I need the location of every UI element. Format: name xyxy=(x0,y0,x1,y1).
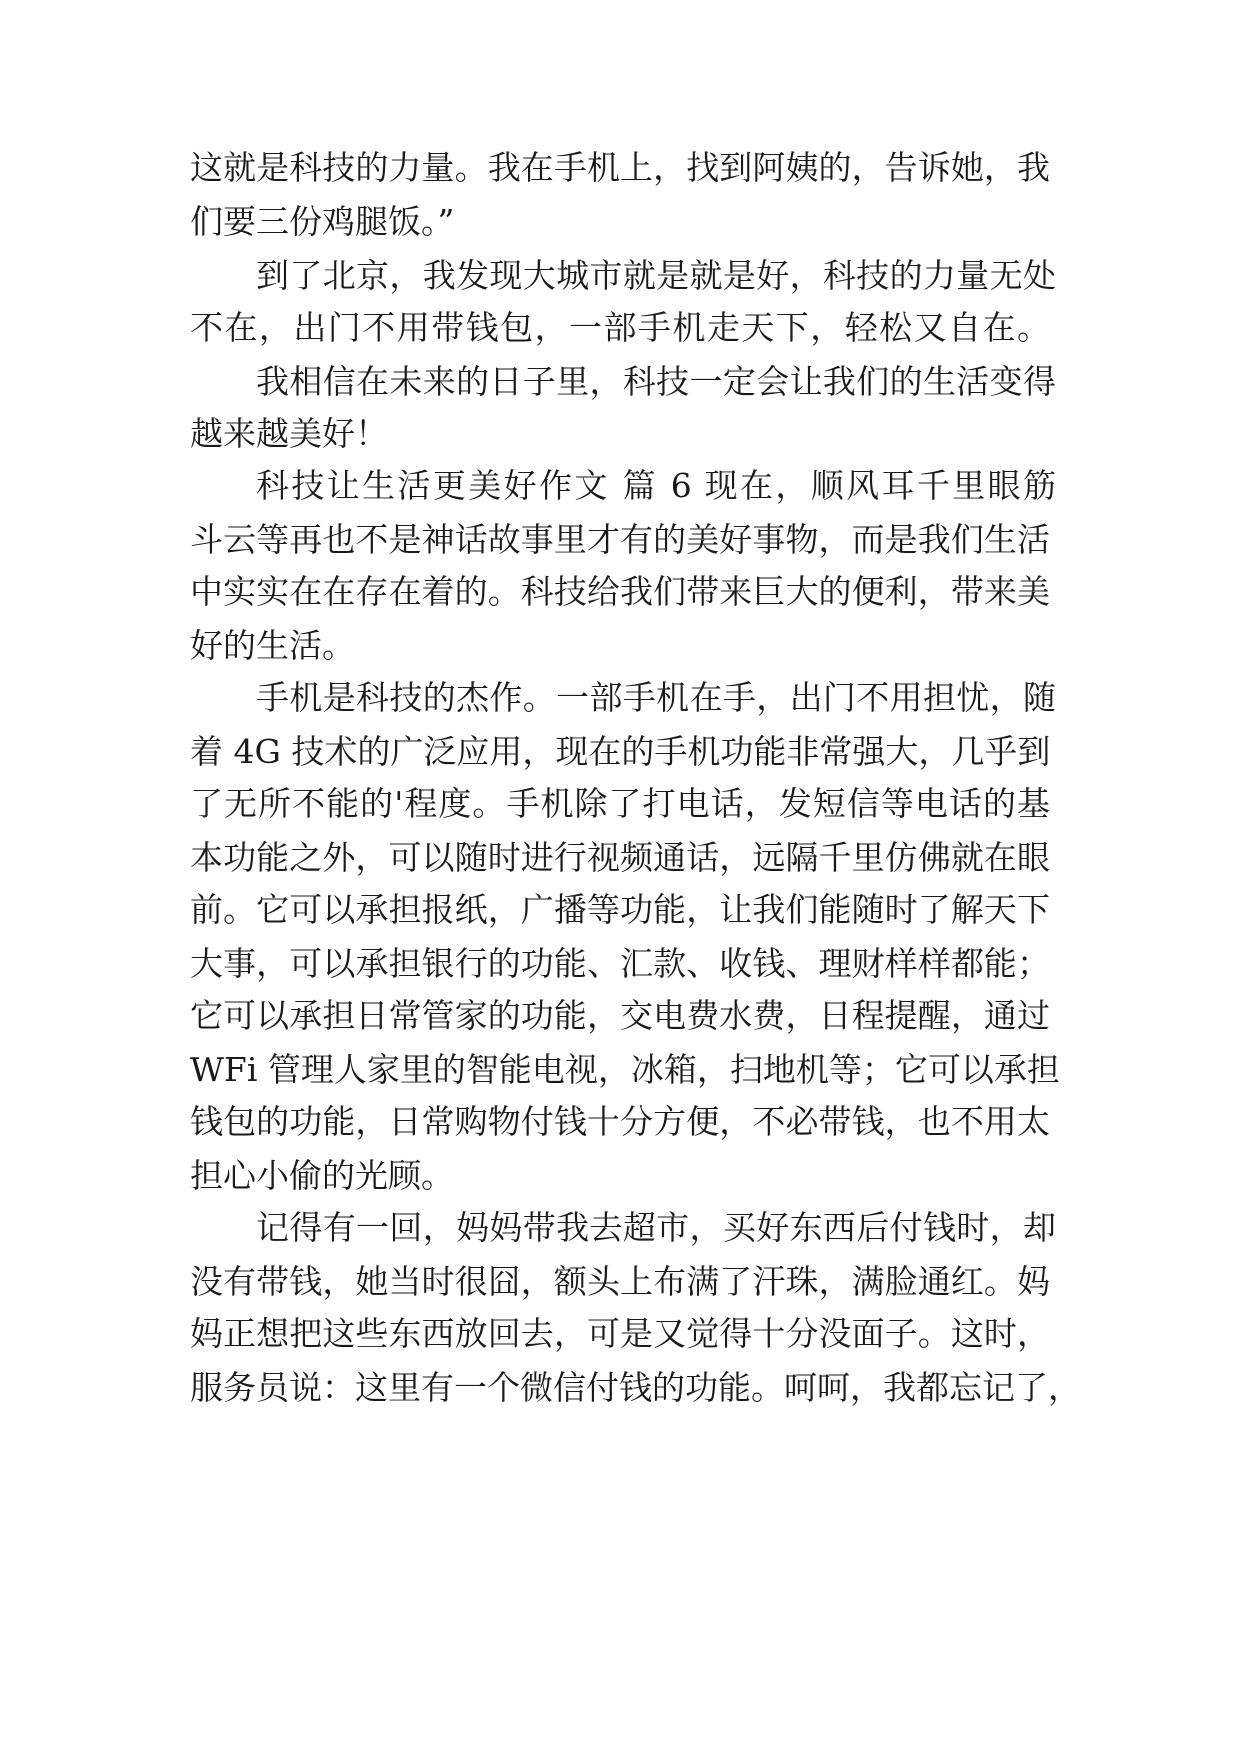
text-line: 越来越美好！ xyxy=(190,414,388,453)
text-line: 到了北京，我发现大城市就是就是好，科技的力量无处 xyxy=(256,256,1056,295)
text-line: 钱包的功能，日常购物付钱十分方便，不必带钱，也不用太 xyxy=(190,1102,1050,1141)
text-line: 记得有一回，妈妈带我去超市，买好东西后付钱时，却 xyxy=(256,1208,1056,1247)
text-line: 中实实在在存在着的。科技给我们带来巨大的便利，带来美 xyxy=(190,572,1050,611)
text-line: 大事，可以承担银行的功能、汇款、收钱、理财样样都能； xyxy=(190,944,1050,983)
text-line: 科技让生活更美好作文 篇 6 现在，顺风耳千里眼筋 xyxy=(256,466,1056,505)
text-line: 们要三份鸡腿饭。” xyxy=(190,202,455,241)
text-line: 妈正想把这些东西放回去，可是又觉得十分没面子。这时， xyxy=(190,1314,1050,1353)
text-line: 了无所不能的'程度。手机除了打电话，发短信等电话的基 xyxy=(190,784,1050,823)
text-line: 没有带钱，她当时很囧，额头上布满了汗珠，满脸通红。妈 xyxy=(190,1262,1050,1301)
text-line: 前。它可以承担报纸，广播等功能，让我们能随时了解天下 xyxy=(190,890,1050,929)
text-line: 这就是科技的力量。我在手机上，找到阿姨的，告诉她，我 xyxy=(190,148,1050,187)
text-line: 我相信在未来的日子里，科技一定会让我们的生活变得 xyxy=(256,362,1056,401)
text-line: 着 4G 技术的广泛应用，现在的手机功能非常强大，几乎到 xyxy=(190,732,1051,771)
text-line: 不在，出门不用带钱包，一部手机走天下，轻松又自在。 xyxy=(190,308,1050,347)
text-line: 服务员说：这里有一个微信付钱的功能。呵呵，我都忘记了， xyxy=(190,1368,1081,1407)
text-line: 本功能之外，可以随时进行视频通话，远隔千里仿佛就在眼 xyxy=(190,838,1050,877)
text-line: 好的生活。 xyxy=(190,626,355,665)
text-line: 它可以承担日常管家的功能，交电费水费，日程提醒，通过 xyxy=(190,996,1050,1035)
text-line: 手机是科技的杰作。一部手机在手，出门不用担忧，随 xyxy=(256,678,1056,717)
text-line: WFi 管理人家里的智能电视，冰箱，扫地机等；它可以承担 xyxy=(190,1050,1060,1089)
text-line: 斗云等再也不是神话故事里才有的美好事物，而是我们生活 xyxy=(190,520,1050,559)
text-line: 担心小偷的光顾。 xyxy=(190,1156,454,1195)
